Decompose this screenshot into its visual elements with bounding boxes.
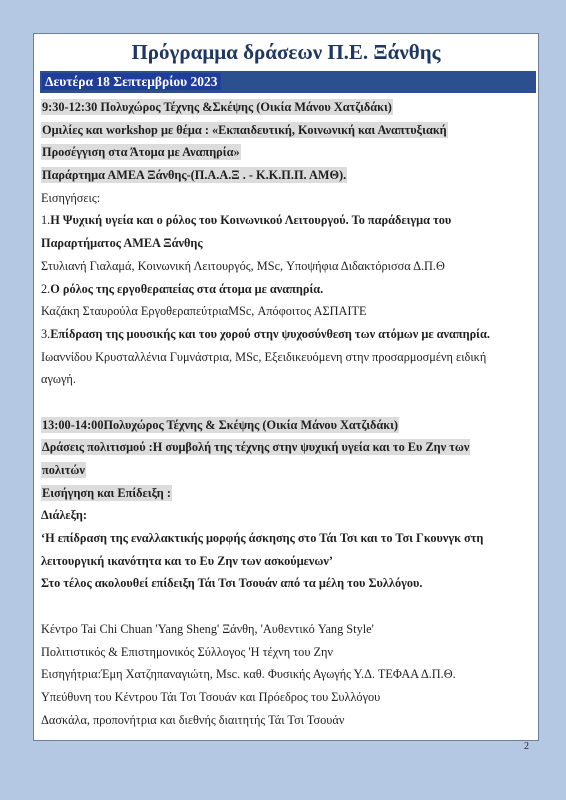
speaker-role2: Δασκάλα, προπονήτρια και διεθνής διαιτητής Τάι Τσι Τσουάν: [41, 712, 345, 727]
page-title: Πρόγραμμα δράσεων Π.Ε. Ξάνθης: [131, 40, 441, 64]
speaker-role1: Υπεύθυνη του Κέντρου Τάι Τσι Τσουάν και Πρόεδρος του Συλλόγου: [41, 689, 381, 704]
document-page: [33, 33, 539, 741]
item2-title: Ο ρόλος της εργοθεραπείας στα άτομα με αναπηρία.: [50, 281, 324, 296]
association-name: Πολιτιστικός & Επιστημονικός Σύλλογος 'Η τέχνη του Ζην: [41, 644, 333, 659]
session1-organization: Παράρτημα ΑΜΕΑ Ξάνθης-(Π.Α.Α.Ξ . - Κ.Κ.Π.Π. ΑΜΘ).: [42, 168, 347, 183]
lecture-title-line1: ‘Η επίδραση της εναλλακτικής μορφής άσκησης στο Τάι Τσι και το Τσι Γκουνγκ στη: [41, 531, 484, 546]
session1-topic-line1: Ομιλίες και workshop με θέμα : «Εκπαιδευτική, Κοινωνική και Αναπτυξιακή: [42, 122, 447, 137]
item3-speaker-line2: αγωγή.: [41, 372, 76, 387]
presentation-demo-label: Εισήγηση και Επίδειξη :: [42, 485, 171, 500]
item3-speaker-line1: Ιωαννίδου Κρυσταλλένια Γυμνάστρια, MSc, Εξειδικευόμενη στην προσαρμοσμένη ειδική: [41, 349, 487, 364]
item1-title-line1: Η Ψυχική υγεία και ο ρόλος του Κοινωνικού Λειτουργού. Το παράδειγμα του: [50, 213, 452, 228]
center-name: Κέντρο Tai Chi Chuan 'Yang Sheng' Ξάνθη, 'Αυθεντικό Yang Style': [41, 621, 374, 636]
item3-number: 3.: [41, 326, 51, 341]
lecture-label: Διάλεξη:: [41, 508, 87, 523]
presentations-label: Εισηγήσεις:: [41, 190, 101, 205]
session2-time-place: 13:00-14:00Πολυχώρος Τέχνης & Σκέψης (Οικία Μάνου Χατζιδάκι): [42, 417, 399, 432]
item2-number: 2.: [41, 281, 51, 296]
page-number: 2: [524, 741, 529, 752]
item2-speaker: Καζάκη Σταυρούλα ΕργοθεραπεύτριαMSc, Απόφοιτος ΑΣΠΑΙΤΕ: [41, 304, 367, 319]
session2-topic-line1: Δράσεις πολιτισμού :Η συμβολή της τέχνης στην ψυχική υγεία και το Ευ Ζην των: [42, 440, 470, 455]
item3-title: Επίδραση της μουσικής και του χορού στην ψυχοσύνθεση των ατόμων με αναπηρία.: [50, 326, 490, 341]
closing-note: Στο τέλος ακολουθεί επίδειξη Τάι Τσι Τσουάν από τα μέλη του Συλλόγου.: [41, 576, 423, 591]
item1-title-line2: Παραρτήματος ΑΜΕΑ Ξάνθης: [41, 236, 203, 251]
lecture-title-line2: λειτουργική ικανότητα και το Ευ Ζην των ασκούμενων’: [41, 553, 333, 568]
item1-number: 1.: [41, 213, 51, 228]
speaker-name: Εισηγήτρια:Έμη Χατζηπαναγιώτη, Msc. καθ. Φυσικής Αγωγής Υ.Δ. ΤΕΦΑΑ Δ.Π.Θ.: [41, 667, 456, 682]
session2-topic-line2: πολιτών: [42, 463, 85, 477]
day-label: Δευτέρα 18 Σεπτεμβρίου 2023: [42, 73, 221, 90]
item1-speaker: Στυλιανή Γιαλαμά, Κοινωνική Λειτουργός, MSc, Υποψήφια Διδακτόρισσα Δ.Π.Θ: [41, 258, 445, 273]
program-content: [41, 96, 533, 731]
session1-time-place: 9:30-12:30 Πολυχώρος Τέχνης &Σκέψης (Οικία Μάνου Χατζιδάκι): [42, 100, 392, 114]
session1-topic-line2: Προσέγγιση στα Άτομα με Αναπηρία»: [42, 145, 240, 160]
day-header-bar: [40, 71, 536, 93]
